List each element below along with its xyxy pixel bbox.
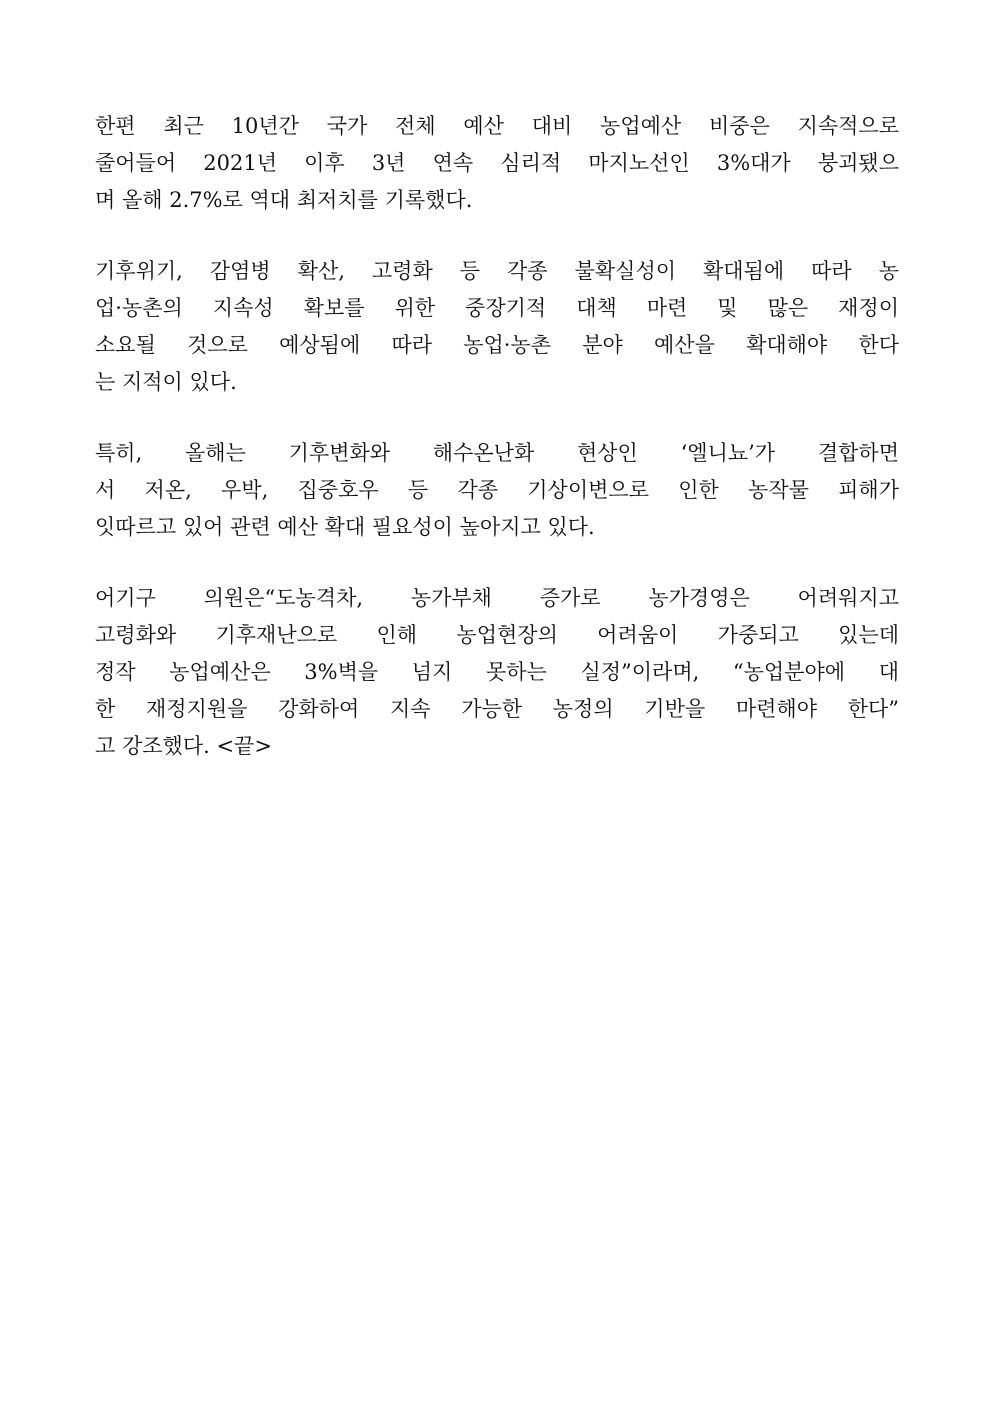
paragraph-2 xyxy=(95,253,899,401)
text-line: 어기구 의원은“도농격차, 농가부채 증가로 농가경영은 어려워지고 xyxy=(95,586,899,610)
text-line: 며 올해 2.7%로 역대 최저치를 기록했다. xyxy=(95,188,473,212)
text-line: 소요될 것으로 예상됨에 따라 농업·농촌 분야 예산을 확대해야 한다 xyxy=(95,333,899,357)
text-line: 한편 최근 10년간 국가 전체 예산 대비 농업예산 비중은 지속적으로 xyxy=(95,114,899,138)
paragraph-1 xyxy=(95,108,899,219)
text-line: 잇따르고 있어 관련 예산 확대 필요성이 높아지고 있다. xyxy=(95,515,595,539)
text-line: 서 저온, 우박, 집중호우 등 각종 기상이변으로 인한 농작물 피해가 xyxy=(95,478,899,502)
paragraph-3 xyxy=(95,435,899,546)
text-line: 특히, 올해는 기후변화와 해수온난화 현상인 ‘엘니뇨’가 결합하면 xyxy=(95,441,899,465)
text-line: 고 강조했다. <끝> xyxy=(95,734,272,758)
text-line: 업·농촌의 지속성 확보를 위한 중장기적 대책 마련 및 많은 재정이 xyxy=(95,296,899,320)
paragraph-4 xyxy=(95,580,899,765)
text-line: 정작 농업예산은 3%벽을 넘지 못하는 실정”이라며, “농업분야에 대 xyxy=(95,660,899,684)
text-line: 한 재정지원을 강화하여 지속 가능한 농정의 기반을 마련해야 한다” xyxy=(95,697,899,721)
text-line: 고령화와 기후재난으로 인해 농업현장의 어려움이 가중되고 있는데 xyxy=(95,623,899,647)
text-line: 줄어들어 2021년 이후 3년 연속 심리적 마지노선인 3%대가 붕괴됐으 xyxy=(95,151,899,175)
text-line: 기후위기, 감염병 확산, 고령화 등 각종 불확실성이 확대됨에 따라 농 xyxy=(95,259,899,283)
text-line: 는 지적이 있다. xyxy=(95,370,237,394)
document-body xyxy=(95,108,899,799)
